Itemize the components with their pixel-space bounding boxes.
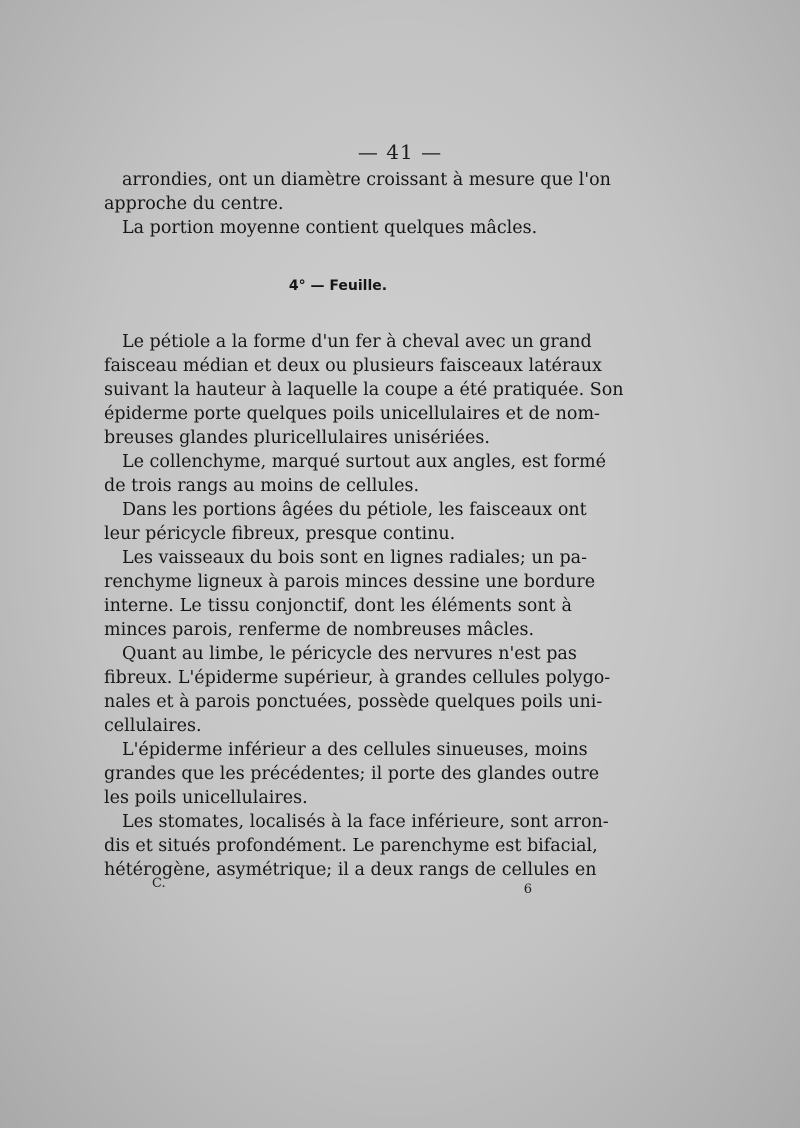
text-line: La portion moyenne contient quelques mâcles. <box>122 218 538 238</box>
text-line: Les vaisseaux du bois sont en lignes radiales; un pa- <box>122 548 588 568</box>
section-paragraph <box>104 810 609 882</box>
text-line: les poils unicellulaires. <box>104 788 308 808</box>
text-line: Le collenchyme, marqué surtout aux angles, est formé <box>122 452 606 472</box>
text-line: arrondies, ont un diamètre croissant à mesure que l'on <box>122 170 611 190</box>
intro-paragraph <box>104 168 611 216</box>
text-line: faisceau médian et deux ou plusieurs faisceaux latéraux <box>104 356 602 376</box>
text-line: cellulaires. <box>104 716 202 736</box>
text-line: minces parois, renferme de nombreuses mâcles. <box>104 620 535 640</box>
section-paragraph <box>104 330 624 450</box>
signature-mark-left: C. <box>152 876 166 891</box>
section-paragraph <box>104 738 600 810</box>
text-line: leur péricycle fibreux, presque continu. <box>104 524 456 544</box>
section-paragraph <box>104 642 611 738</box>
text-line: suivant la hauteur à laquelle la coupe a été pratiquée. Son <box>104 380 624 400</box>
page-number: — 41 — <box>357 140 443 164</box>
section-paragraph <box>104 498 587 546</box>
text-line: nales et à parois ponctuées, possède quelques poils uni- <box>104 692 603 712</box>
text-line: hétérogène, asymétrique; il a deux rangs de cellules en <box>104 860 597 880</box>
text-line: L'épiderme inférieur a des cellules sinueuses, moins <box>122 740 588 760</box>
text-line: fibreux. L'épiderme supérieur, à grandes cellules polygo- <box>104 668 611 688</box>
body-text <box>104 168 624 882</box>
signature-mark-right: 6 <box>523 882 532 897</box>
text-line: interne. Le tissu conjonctif, dont les éléments sont à <box>104 596 572 616</box>
text-line: Quant au limbe, le péricycle des nervures n'est pas <box>122 644 577 664</box>
text-line: Les stomates, localisés à la face inférieure, sont arron- <box>122 812 609 832</box>
text-line: dis et situés profondément. Le parenchyme est bifacial, <box>104 836 598 856</box>
intro-paragraphs <box>104 168 611 240</box>
text-line: breuses glandes pluricellulaires unisériées. <box>104 428 490 448</box>
section-paragraph <box>104 546 596 642</box>
text-line: Dans les portions âgées du pétiole, les faisceaux ont <box>122 500 587 520</box>
text-line: renchyme ligneux à parois minces dessine une bordure <box>104 572 596 592</box>
text-line: Le pétiole a la forme d'un fer à cheval avec un grand <box>122 332 592 352</box>
section-paragraphs <box>104 330 624 882</box>
intro-paragraph <box>104 216 572 240</box>
section-paragraph <box>104 450 606 498</box>
text-line: grandes que les précédentes; il porte des glandes outre <box>104 764 600 784</box>
text-line: approche du centre. <box>104 194 284 214</box>
text-line: épiderme porte quelques poils unicellulaires et de nom- <box>104 404 600 424</box>
text-line: de trois rangs au moins de cellules. <box>104 476 420 496</box>
section-heading: 4° — Feuille. <box>288 278 388 294</box>
